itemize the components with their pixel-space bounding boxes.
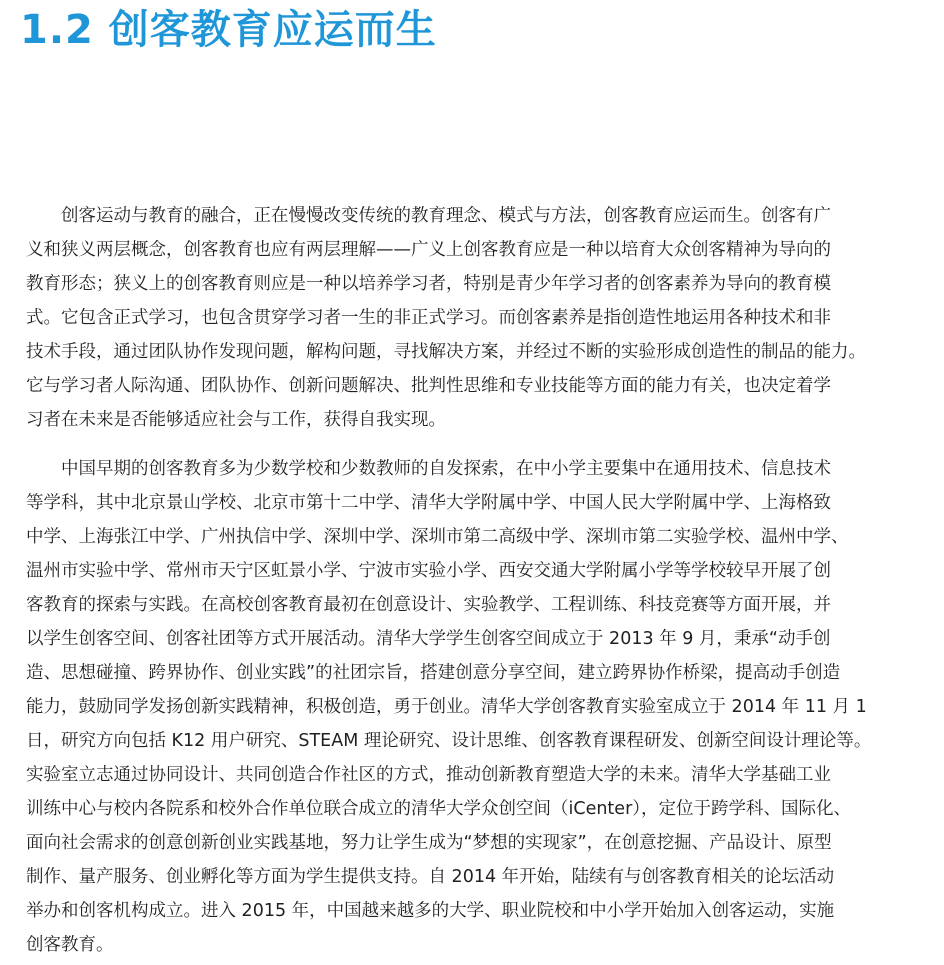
text-line: 制作、量产服务、创业孵化等方面为学生提供支持。自 2014 年开始，陆续有与创客教育相关的论坛活动: [26, 867, 835, 887]
text-line: 温州市实验中学、常州市天宁区虹景小学、宁波市实验小学、西安交通大学附属小学等学校较早开展了创: [26, 561, 831, 581]
text-line: 以学生创客空间、创客社团等方式开展活动。清华大学学生创客空间成立于 2013 年 9 月，秉承“动手创: [26, 629, 831, 649]
text-line: 义和狭义两层概念，创客教育也应有两层理解——广义上创客教育应是一种以培育大众创客精神为导向的: [26, 240, 831, 260]
text-line: 习者在未来是否能够适应社会与工作，获得自我实现。: [26, 410, 446, 430]
text-line: 客教育的探索与实践。在高校创客教育最初在创意设计、实验教学、工程训练、科技竞赛等方面开展，并: [26, 595, 831, 615]
text-line: 实验室立志通过协同设计、共同创造合作社区的方式，推动创新教育塑造大学的未来。清华大学基础工业: [26, 765, 831, 785]
text-line: 举办和创客机构成立。进入 2015 年，中国越来越多的大学、职业院校和中小学开始加入创客运动，实施: [26, 901, 835, 921]
text-line: 中国早期的创客教育多为少数学校和少数教师的自发探索，在中小学主要集中在通用技术、信息技术: [61, 459, 831, 479]
text-line: 日，研究方向包括 K12 用户研究、STEAM 理论研究、设计思维、创客教育课程研发、创新空间设计理论等。: [26, 731, 872, 751]
text-line: 创客运动与教育的融合，正在慢慢改变传统的教育理念、模式与方法，创客教育应运而生。创客有广: [61, 206, 831, 226]
text-line: 训练中心与校内各院系和校外合作单位联合成立的清华大学众创空间（iCenter），定位于跨学科、国际化、: [26, 799, 852, 819]
text-line: 等学科，其中北京景山学校、北京市第十二中学、清华大学附属中学、中国人民大学附属中学、上海格致: [26, 493, 831, 513]
text-line: 造、思想碰撞、跨界协作、创业实践”的社团宗旨，搭建创意分享空间，建立跨界协作桥梁，提高动手创造: [26, 663, 841, 683]
page-title: 1.2 创客教育应运而生: [20, 7, 437, 53]
text-line: 中学、上海张江中学、广州执信中学、深圳中学、深圳市第二高级中学、深圳市第二实验学校、温州中学、: [26, 527, 849, 547]
text-line: 它与学习者人际沟通、团队协作、创新问题解决、批判性思维和专业技能等方面的能力有关，也决定着学: [26, 376, 831, 396]
text-line: 技术手段，通过团队协作发现问题，解构问题，寻找解决方案，并经过不断的实验形成创造性的制品的能力。: [26, 342, 866, 362]
text-line: 面向社会需求的创意创新创业实践基地，努力让学生成为“梦想的实现家”，在创意挖掘、产品设计、原型: [26, 833, 832, 853]
text-line: 创客教育。: [26, 935, 114, 955]
text-line: 教育形态；狭义上的创客教育则应是一种以培养学习者，特别是青少年学习者的创客素养为导向的教育模: [26, 274, 831, 294]
text-line: 能力，鼓励同学发扬创新实践精神，积极创造，勇于创业。清华大学创客教育实验室成立于 2014 年 11 月 1: [26, 697, 867, 717]
text-line: 式。它包含正式学习，也包含贯穿学习者一生的非正式学习。而创客素养是指创造性地运用各种技术和非: [26, 308, 831, 328]
